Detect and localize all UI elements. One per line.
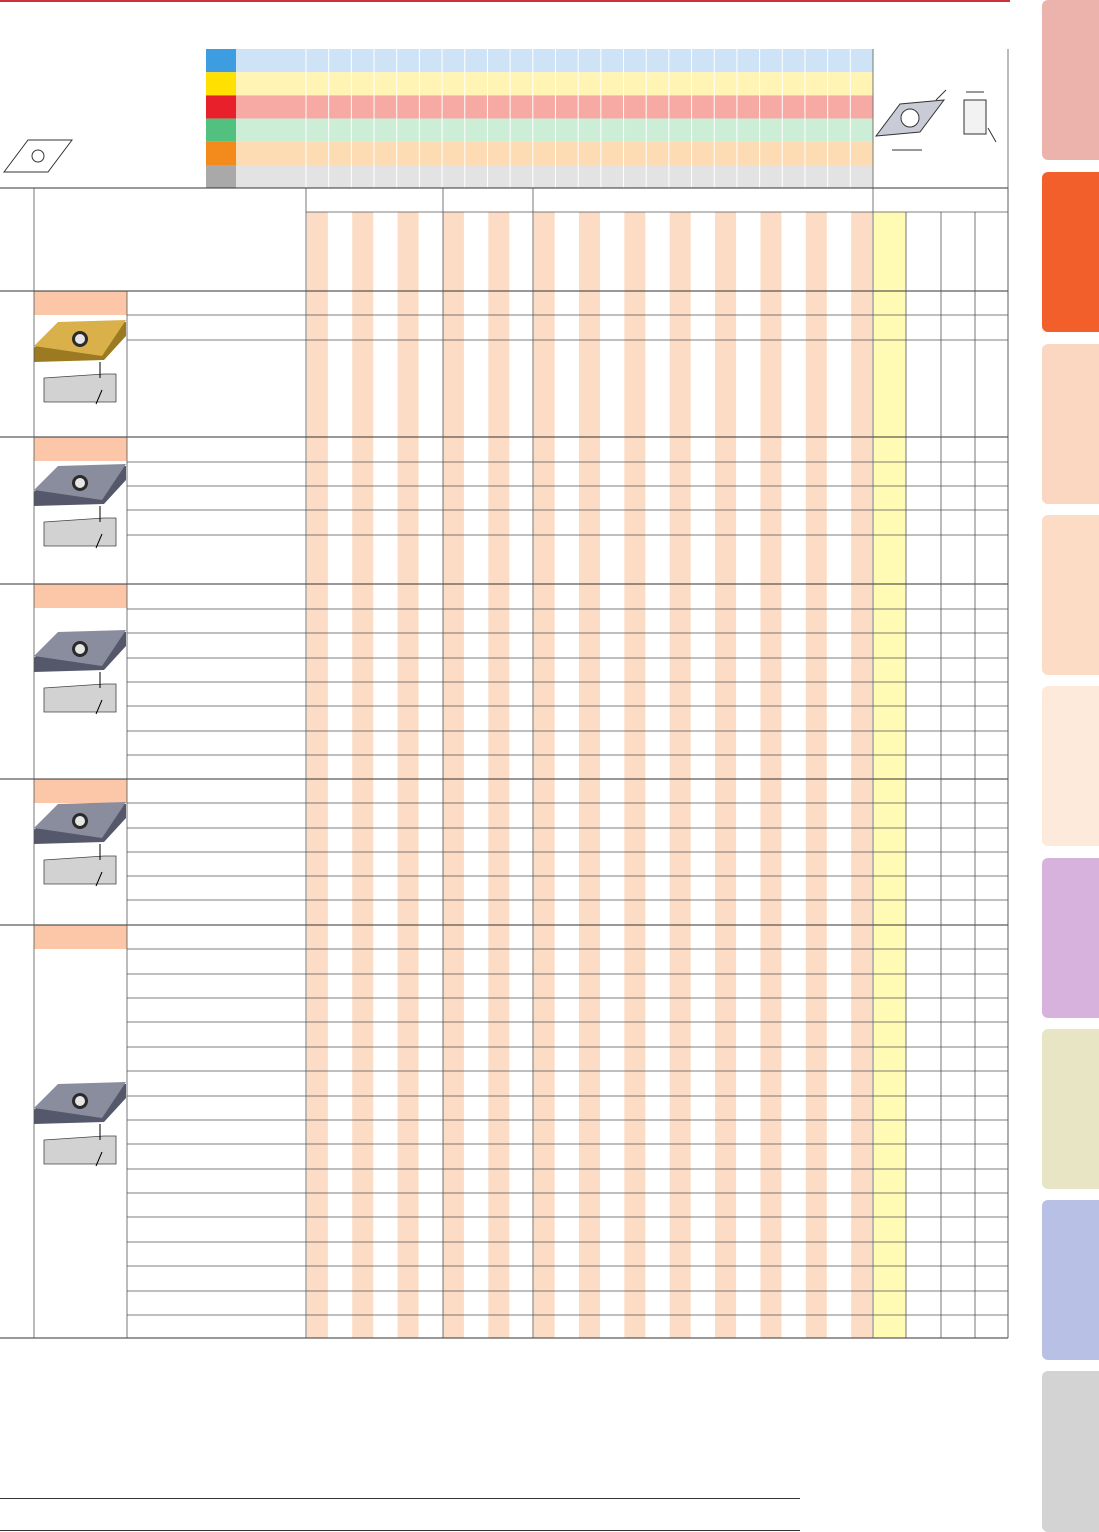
- chapter-tab-8[interactable]: [1042, 1200, 1099, 1360]
- material-group-key-m: [206, 72, 236, 95]
- chip-breaker-profile-icon: [44, 1124, 116, 1166]
- insert-hole-inner: [75, 334, 85, 344]
- grey-insert-photo: [34, 464, 126, 506]
- material-group-band-s: [236, 142, 873, 165]
- section-header-chip: [34, 779, 127, 803]
- material-group-key-h: [206, 165, 236, 188]
- profile-body: [44, 684, 116, 712]
- chapter-tab-5[interactable]: [1042, 686, 1099, 846]
- gold-insert-photo: [34, 320, 126, 362]
- material-group-key-s: [206, 142, 236, 165]
- chapter-tab-7[interactable]: [1042, 1029, 1099, 1189]
- chip-breaker-profile-icon: [44, 672, 116, 714]
- dim-hole: [901, 109, 919, 127]
- insert-hole-inner: [75, 478, 85, 488]
- section-header-chip: [34, 291, 127, 315]
- chapter-tab-6[interactable]: [1042, 858, 1099, 1018]
- profile-body: [44, 374, 116, 402]
- material-group-band-n: [236, 119, 873, 142]
- section-header-chip: [34, 925, 127, 949]
- material-group-key-p: [206, 49, 236, 72]
- grey-flat-insert-photo: [34, 1082, 126, 1124]
- chapter-tab-3[interactable]: [1042, 344, 1099, 504]
- footer-rule-top: [0, 1498, 800, 1499]
- section-header-chip: [34, 584, 127, 608]
- chapter-tab-1[interactable]: [1042, 0, 1099, 160]
- chapter-tab-4[interactable]: [1042, 515, 1099, 675]
- profile-body: [44, 1136, 116, 1164]
- chip-breaker-profile-icon: [44, 844, 116, 886]
- rhombus-outline: [4, 140, 72, 172]
- profile-body: [44, 518, 116, 546]
- insert-hole-inner: [75, 644, 85, 654]
- chapter-tab-9[interactable]: [1042, 1371, 1099, 1532]
- dim-line-l: [936, 90, 946, 100]
- dim-line-angle: [988, 128, 996, 142]
- grey-chipbreaker-insert-photo: [34, 630, 126, 672]
- rhombus-55-insert-icon: [4, 140, 72, 172]
- chip-breaker-profile-icon: [44, 506, 116, 548]
- material-group-band-p: [236, 49, 873, 72]
- material-group-band-m: [236, 72, 873, 95]
- profile-body: [44, 856, 116, 884]
- footer-rule-bottom: [0, 1530, 800, 1531]
- dim-side-view: [964, 100, 986, 134]
- grey-chipbreaker-insert-photo: [34, 802, 126, 844]
- chapter-tab-2[interactable]: [1042, 172, 1099, 332]
- material-group-band-h: [236, 165, 873, 188]
- insert-dimension-diagram-icon: [876, 90, 996, 150]
- material-group-band-k: [236, 95, 873, 118]
- material-group-key-k: [206, 95, 236, 118]
- section-header-chip: [34, 437, 127, 461]
- insert-hole-inner: [75, 816, 85, 826]
- chip-breaker-profile-icon: [44, 362, 116, 404]
- material-group-key-n: [206, 119, 236, 142]
- insert-hole-inner: [75, 1096, 85, 1106]
